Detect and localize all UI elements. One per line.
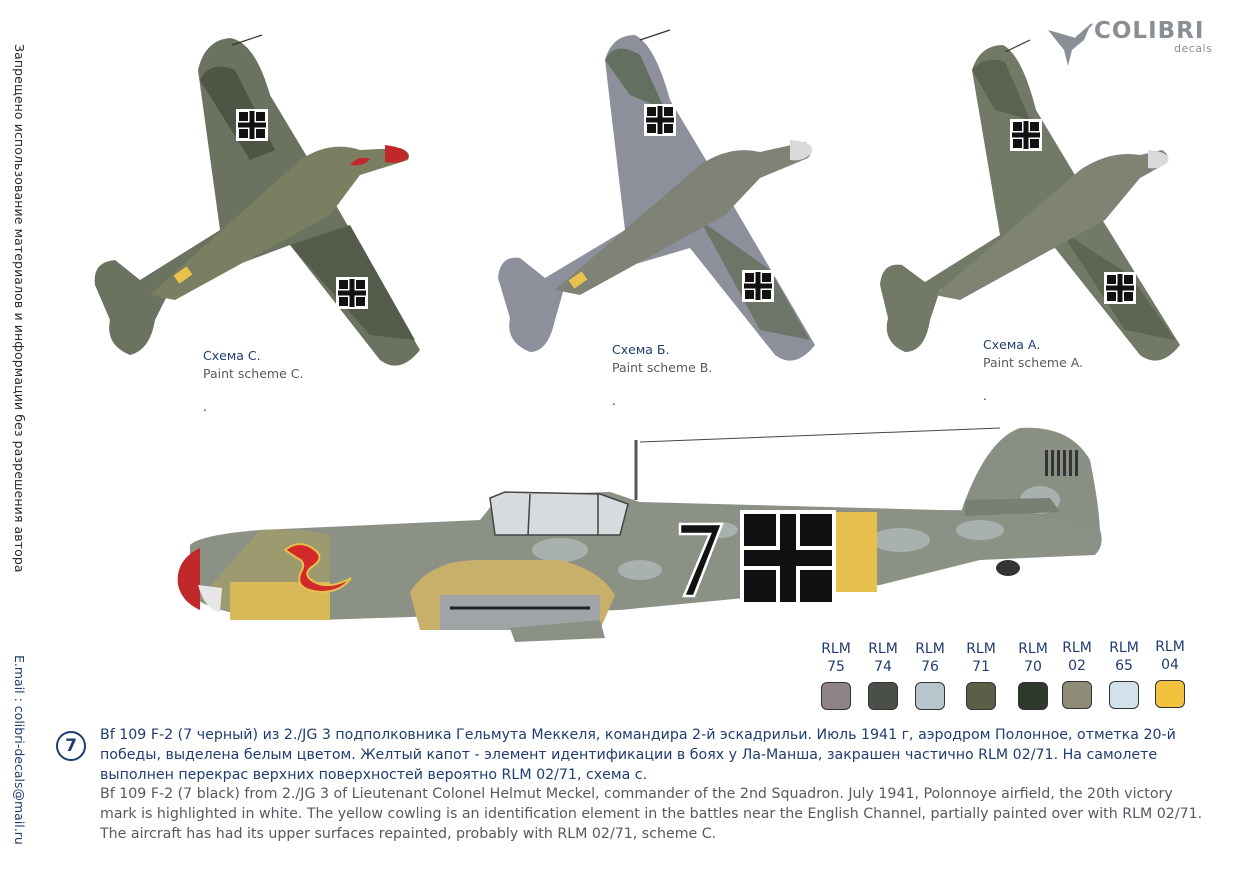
logo-name: COLIBRI: [1094, 18, 1205, 44]
scheme-b-caption: [612, 341, 712, 377]
copyright-notice: Запрещено использование материалов и информации без разрешения автора: [12, 44, 27, 573]
rlm-code: 02: [1068, 658, 1086, 674]
rlm-swatch-74: [863, 640, 903, 710]
rlm-code: 71: [972, 659, 990, 675]
scheme-b-en: Paint scheme B.: [612, 360, 713, 375]
scheme-c-ru: Схема С.: [203, 348, 261, 363]
rlm-code: 65: [1115, 658, 1133, 674]
profile-number-badge: 7: [56, 731, 86, 761]
color-chip: [966, 682, 996, 710]
scheme-a-dot: .: [983, 389, 987, 403]
scheme-c-dot: .: [203, 400, 207, 414]
rlm-label: RLM: [868, 641, 898, 657]
scheme-b-dot: .: [612, 394, 616, 408]
color-chip: [1109, 681, 1139, 709]
description-en: Bf 109 F-2 (7 black) from 2./JG 3 of Lieutenant Colonel Helmut Meckel, commander of the 2nd Squadron. July 1941, Polonnoye airfield, the 20th victory mark is highlighted in white. The yellow cowling is an identification element in the battles near the English Channel, partially painted over with RLM 02/71. The aircraft has had its upper surfaces repainted, probably with RLM 02/71, scheme C.: [100, 786, 1203, 842]
color-chip: [821, 682, 851, 710]
scheme-a-en: Paint scheme A.: [983, 355, 1084, 370]
logo-sub: decals: [1174, 42, 1213, 55]
top-view-scheme-a: [880, 40, 1180, 361]
color-chip: [915, 682, 945, 710]
scheme-c-caption: [203, 347, 303, 383]
rlm-label: RLM: [821, 641, 851, 657]
rlm-swatch-71: [961, 640, 1001, 710]
rlm-code: 04: [1161, 657, 1179, 673]
top-view-scheme-c: [95, 35, 420, 366]
color-chip: [868, 682, 898, 710]
scheme-b-ru: Схема Б.: [612, 342, 670, 357]
description: [100, 726, 1210, 845]
color-chip: [1062, 681, 1092, 709]
rlm-swatch-76: [910, 640, 950, 710]
scheme-c-en: Paint scheme C.: [203, 366, 304, 381]
rlm-label: RLM: [1109, 640, 1139, 656]
rlm-swatch-04: [1150, 638, 1190, 708]
description-ru: Bf 109 F-2 (7 черный) из 2./JG 3 подполковника Гельмута Меккеля, командира 2-й эскадрильи. Июль 1941 г, аэродром Полонное, отметка 20-й победы, выделена белым цветом. Желтый капот - элемент идентификации в боях у Ла-Манша, закрашен частично RLM 02/71. На самолете выполнен перекрас верхних поверхностей вероятно RLM 02/71, схема с.: [100, 727, 1176, 783]
rlm-code: 74: [874, 659, 892, 675]
rlm-swatch-65: [1104, 639, 1144, 709]
color-chip: [1018, 682, 1048, 710]
rlm-label: RLM: [1062, 640, 1092, 656]
scheme-a-caption: [983, 336, 1083, 372]
rlm-label: RLM: [915, 641, 945, 657]
rlm-code: 75: [827, 659, 845, 675]
rlm-label: RLM: [1018, 641, 1048, 657]
color-chip: [1155, 680, 1185, 708]
rlm-swatch-70: [1013, 640, 1053, 710]
rlm-label: RLM: [966, 641, 996, 657]
rlm-label: RLM: [1155, 639, 1185, 655]
rlm-code: 76: [921, 659, 939, 675]
rlm-code: 70: [1024, 659, 1042, 675]
rlm-swatch-02: [1057, 639, 1097, 709]
top-view-scheme-b: [498, 30, 815, 361]
contact-email[interactable]: E.mail : colibri-decals@mail.ru: [12, 655, 27, 845]
side-profile-svg: [0, 420, 1233, 650]
profile-number: 7: [690, 520, 691, 521]
rlm-swatch-75: [816, 640, 856, 710]
scheme-a-ru: Схема А.: [983, 337, 1041, 352]
